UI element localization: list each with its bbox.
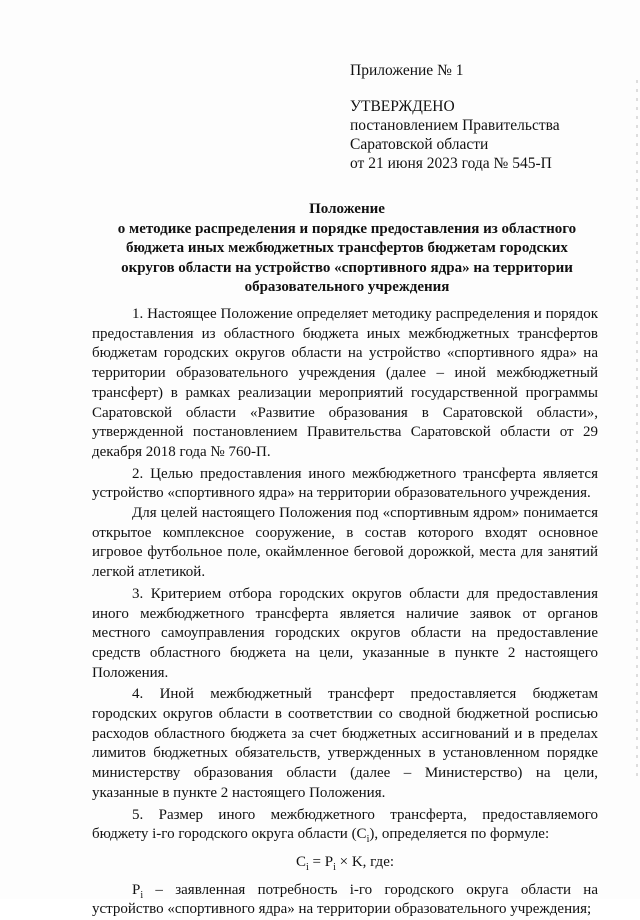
appendix-label: Приложение № 1: [350, 62, 464, 79]
formula-p-subscript: i: [333, 861, 336, 873]
formula-c: C: [295, 853, 306, 870]
paragraph-1: 1. Настоящее Положение определяет методику распределения и порядок предоставления из областного бюджета иных межбюджетных трансфертов бюджетам городских округов области на устройство «спортивного ядра» на территории образовательного учреждения (далее – иной межбюджетный трансферт) в рамках реализации мероприятий государственной программы Саратовской области «Развитие образования в Саратовской области», утвержденной постановлением Правительства Саратовской области от 29 декабря 2018 года № 760-П.: [92, 306, 598, 460]
formula-c-subscript: i: [305, 861, 309, 873]
paragraph-5-subscript: i: [366, 834, 370, 846]
paragraph-4: 4. Иной межбюджетный трансферт предоставляется бюджетам городских округов области в соответствии со сводной бюджетной росписью расходов областного бюджета за счет бюджетных ассигнований и в пределах лимитов бюджетных обязательств, утвержденных в установленном порядке министерству образования области (далее – Министерство) на цели, указанные в пункте 2 настоящего Положения.: [92, 686, 598, 801]
approval-line-2: Саратовской области: [350, 136, 489, 153]
variable-p-subscript: i: [140, 889, 144, 901]
formula-end: × K, где:: [335, 853, 395, 870]
variable-p-description: [92, 881, 598, 920]
paragraph-5-end: ), определяется по формуле:: [369, 826, 550, 843]
approved-label: УТВЕРЖДЕНО: [350, 98, 455, 115]
approval-line-1: постановлением Правительства: [350, 117, 560, 134]
title-line-2: о методике распределения и порядке предоставления из областного: [117, 220, 577, 237]
formula: [92, 853, 598, 873]
document-body: [92, 305, 598, 920]
variable-p-text: – заявленная потребность i-го городского округа области на устройство «спортивного ядра» на территории образовательного учреждения;: [92, 881, 598, 918]
paragraph-5: [92, 806, 598, 845]
document-title: [92, 200, 602, 298]
approval-line-3: от 21 июня 2023 года № 545-П: [350, 155, 552, 172]
paragraph-3: 3. Критерием отбора городских округов области для предоставления иного межбюджетного трансферта является наличие заявок от органов местного самоуправления городских округов области на предоставление средств областного бюджета на цели, указанные в пункте 2 настоящего Положения.: [92, 585, 598, 681]
title-line-4: округов области на устройство «спортивного ядра» на территории: [121, 259, 573, 276]
title-line-1: Положение: [309, 201, 385, 217]
title-line-3: бюджета иных межбюджетных трансфертов бюджетам городских: [126, 240, 568, 256]
title-line-5: образовательного учреждения: [244, 279, 450, 295]
formula-mid: = P: [308, 853, 334, 870]
variable-p-symbol: P: [132, 881, 141, 898]
paragraph-5-text: 5. Размер иного межбюджетного трансферта, предоставляемого бюджету i-го городского округа области (C: [92, 806, 598, 843]
paragraph-2: 2. Целью предоставления иного межбюджетного трансферта является устройство «спортивного ядра» на территории образовательного учреждения.: [92, 465, 598, 502]
scan-edge-artifact: [636, 80, 638, 780]
paragraph-2-definition: Для целей настоящего Положения под «спортивным ядром» понимается открытое комплексное сооружение, в состав которого входят основное игровое футбольное поле, окаймленное беговой дорожкой, места для занятий легкой атлетикой.: [92, 505, 598, 581]
approval-header: [350, 61, 560, 173]
